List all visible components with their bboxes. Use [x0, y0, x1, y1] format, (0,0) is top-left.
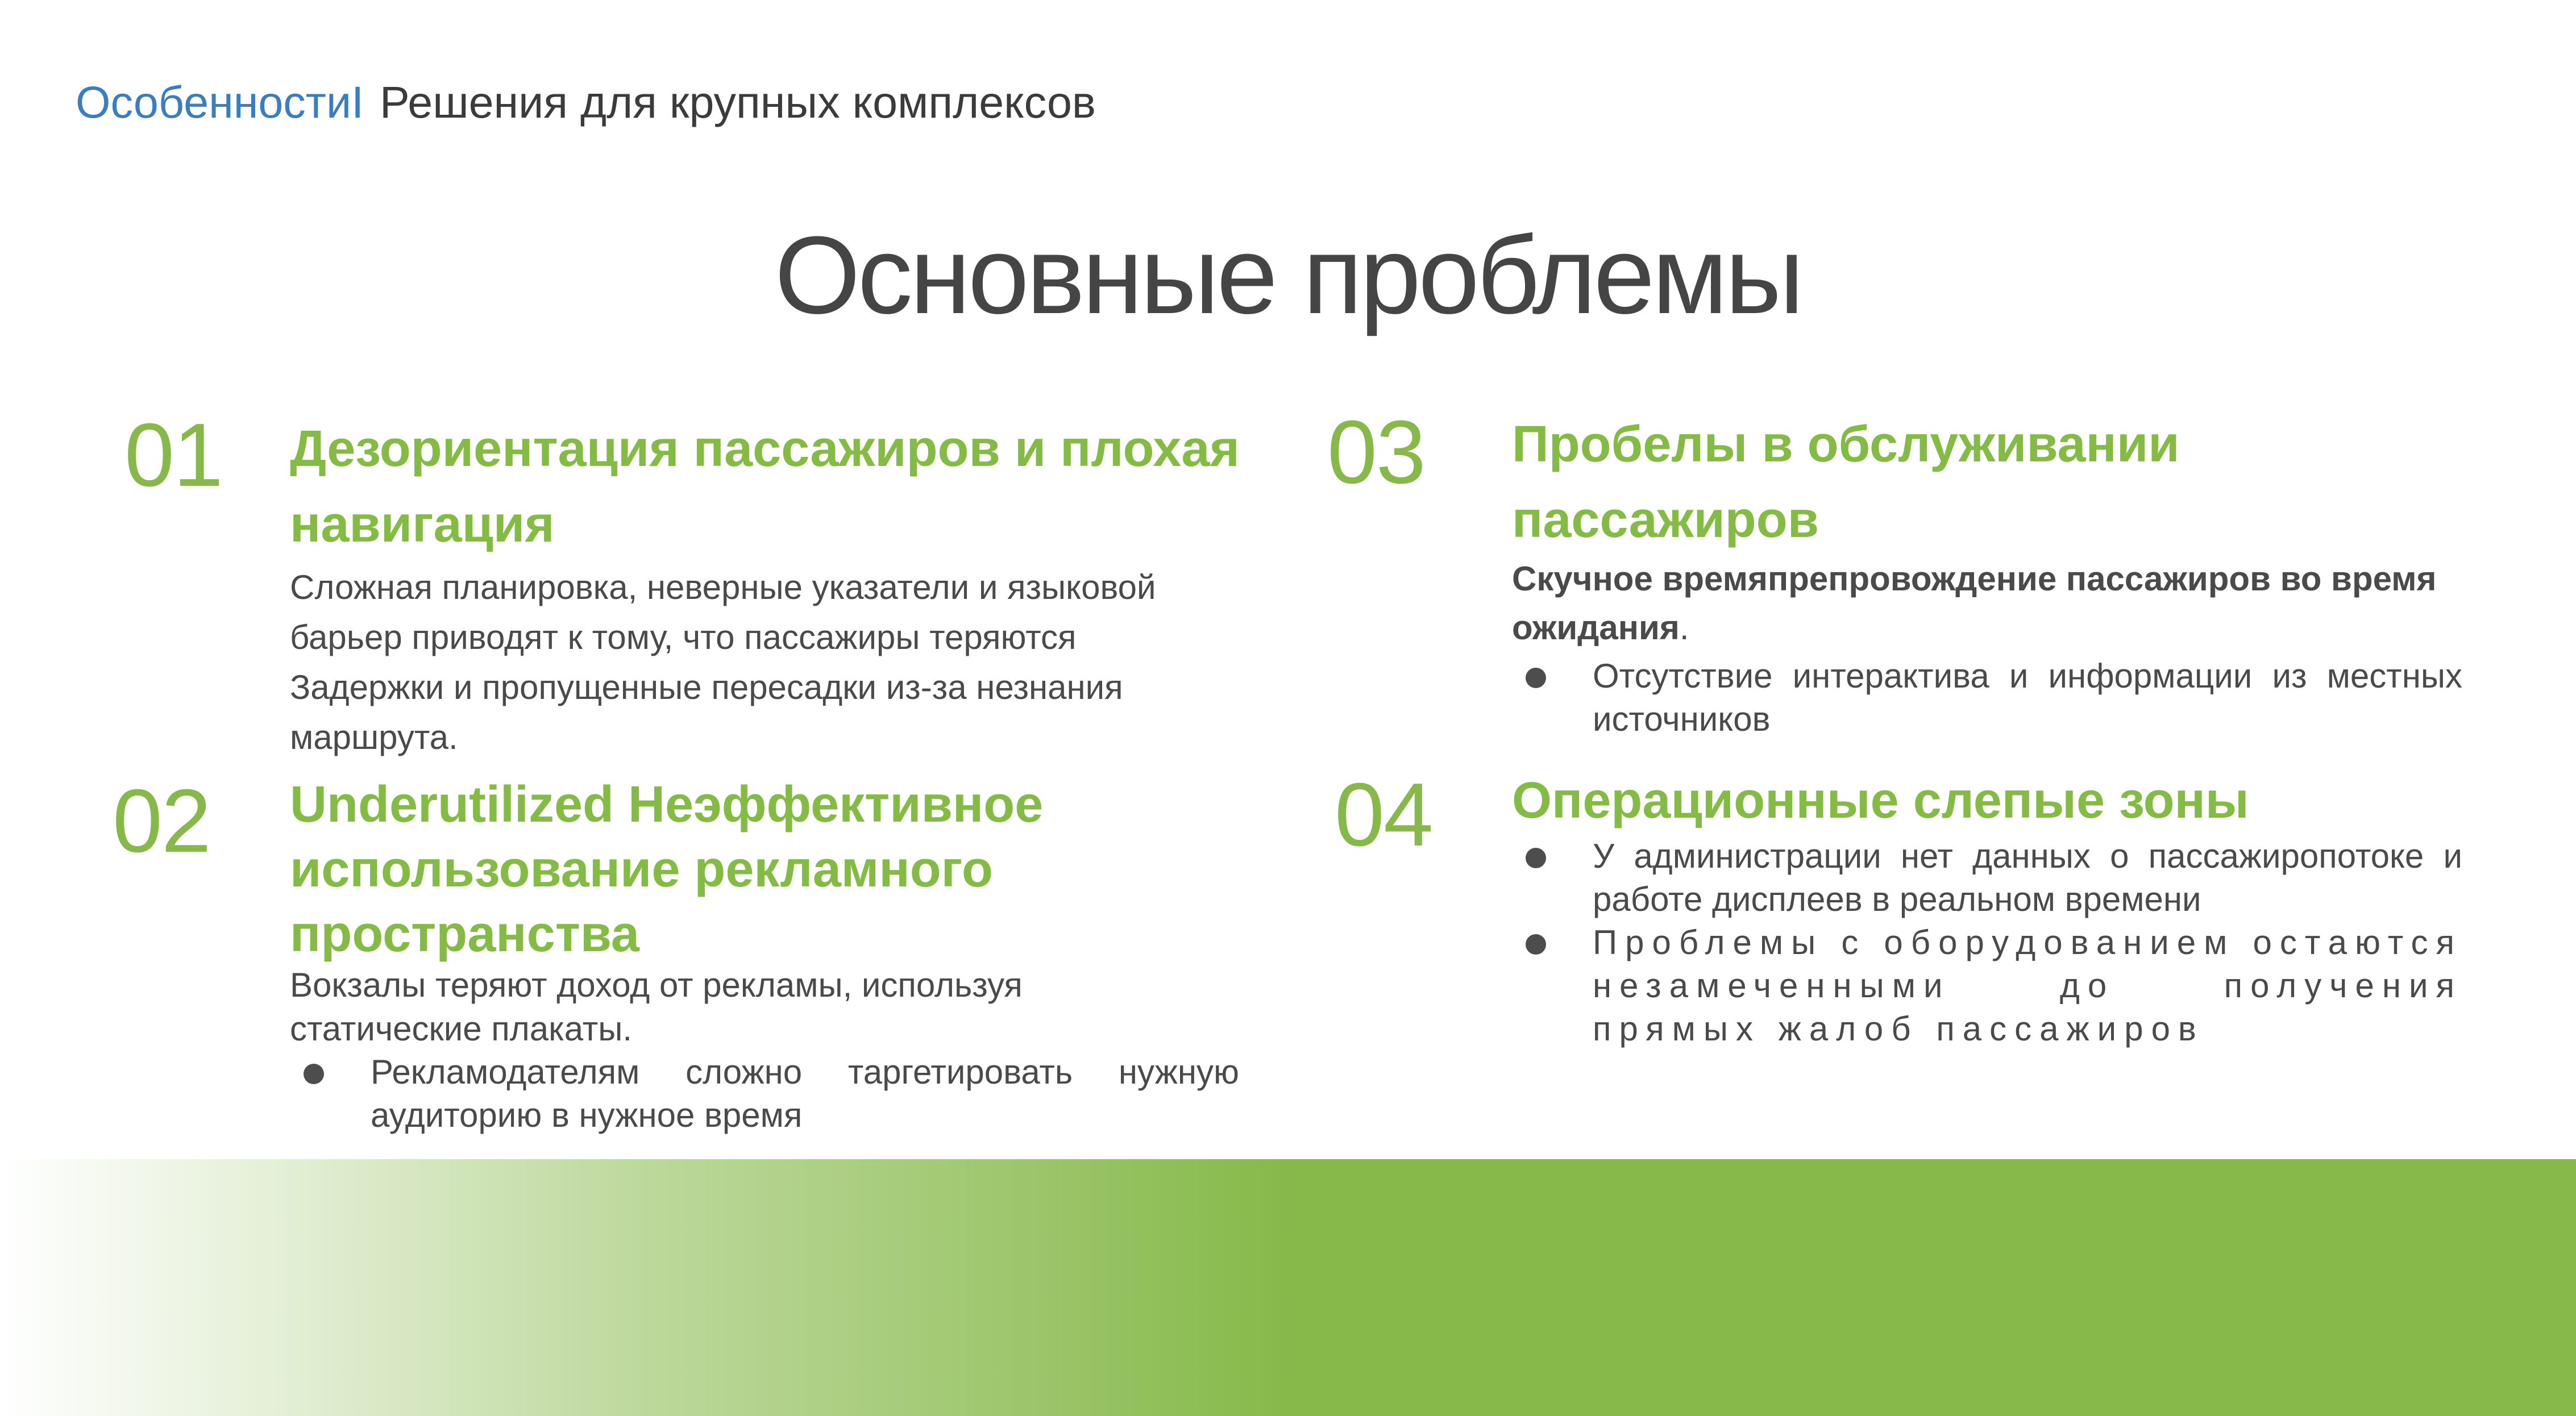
item-description: [290, 563, 1279, 763]
header-subtitle: Решения для крупных комплексов: [380, 77, 1096, 127]
item-heading-line: Операционные слепые зоны: [1512, 772, 2249, 829]
item-description: [1512, 555, 2462, 652]
item-number-03: 03: [1327, 402, 1425, 502]
page-title: Основные проблемы: [774, 214, 1802, 337]
header-separator: I: [351, 77, 364, 127]
item-bullet-list: [1512, 655, 2462, 741]
item-description: [290, 963, 1239, 1051]
item-description-line: Сложная планировка, неверные указатели и языковой: [290, 568, 1156, 606]
bullet-item: [290, 1051, 1239, 1137]
bullet-item: [1512, 655, 2462, 741]
slide-header: [76, 77, 1096, 127]
item-heading-line: пассажиров: [1512, 492, 1819, 548]
item-description-line: Задержки и пропущенные пересадки из-за незнания: [290, 668, 1123, 706]
bullet-text: Проблемы с оборудованием остаются незамеченными до получения прямых жалоб пассажиров: [1593, 923, 2462, 1048]
item-heading-line: навигация: [290, 496, 555, 553]
problem-item-02: [290, 772, 1239, 1137]
item-heading-line: Пробелы в обслуживании: [1512, 416, 2180, 473]
item-description-line: ожидания: [1512, 609, 1680, 647]
bullet-dot-icon: [1526, 848, 1546, 868]
item-heading: [1512, 767, 2462, 835]
bullet-text: У администрации нет данных о пассажиропотоке и работе дисплеев в реальном времени: [1593, 837, 2462, 918]
bullet-dot-icon: [304, 1064, 324, 1084]
item-description-line: статические плакаты.: [290, 1010, 633, 1048]
item-heading-line: Дезориентация пассажиров и плохая: [290, 420, 1240, 477]
item-heading-line: использование рекламного: [290, 841, 993, 898]
item-heading: [1512, 407, 2462, 558]
item-description-suffix: .: [1679, 609, 1689, 647]
item-number-04: 04: [1335, 765, 1432, 865]
bullet-dot-icon: [1526, 934, 1546, 955]
problem-item-04: [1512, 767, 2462, 1051]
item-bullet-list: [290, 1051, 1239, 1137]
item-number-01: 01: [124, 405, 222, 505]
bullet-item: [1512, 835, 2462, 921]
item-number-02: 02: [113, 771, 210, 871]
item-heading-line: Underutilized Неэффективное: [290, 776, 1044, 833]
item-description-line: маршрута.: [290, 718, 458, 756]
bullet-text: Рекламодателям сложно таргетировать нужную аудиторию в нужное время: [371, 1053, 1239, 1134]
bullet-dot-icon: [1526, 668, 1546, 688]
item-heading: [290, 411, 1279, 563]
section-label: Особенности: [76, 77, 352, 127]
problem-item-03: [1512, 407, 2462, 741]
bullet-text: Отсутствие интерактива и информации из местных источников: [1593, 657, 2462, 738]
item-heading: [290, 772, 1239, 967]
item-heading-line: пространства: [290, 906, 639, 963]
problem-item-01: [290, 411, 1279, 763]
item-description-line: Скучное времяпрепровождение пассажиров во время: [1512, 560, 2437, 598]
item-description-line: барьер приводят к тому, что пассажиры теряются: [290, 618, 1077, 656]
bullet-item: [1512, 921, 2462, 1051]
item-bullet-list: [1512, 835, 2462, 1051]
item-description-line: Вокзалы теряют доход от рекламы, используя: [290, 966, 1023, 1004]
decorative-gradient-band: [0, 1159, 2576, 1416]
